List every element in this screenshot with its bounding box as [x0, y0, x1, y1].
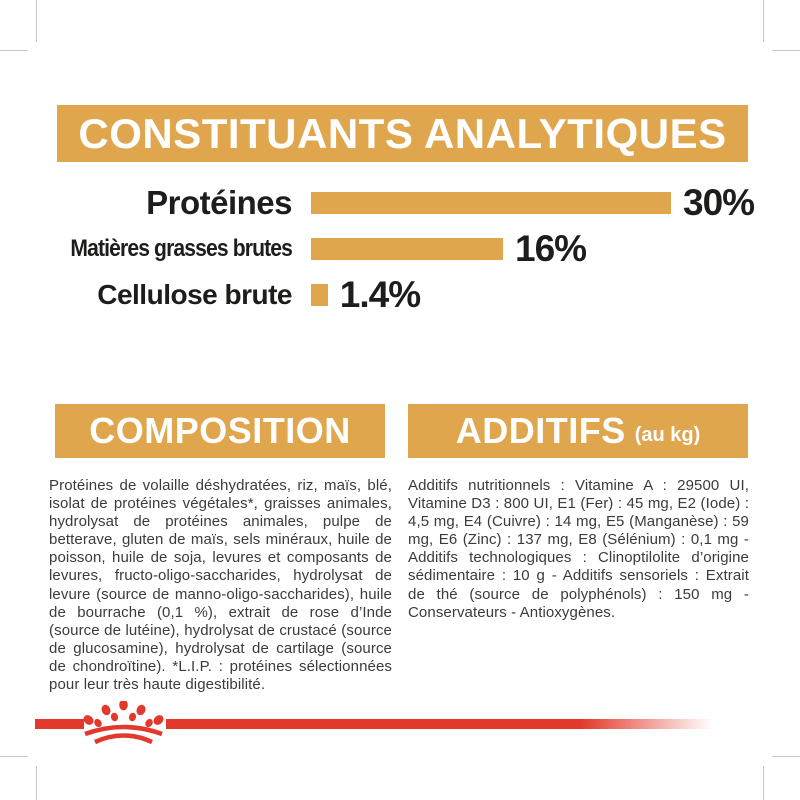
chart-row [40, 228, 760, 269]
crop-mark [0, 50, 28, 51]
chart-value-label: 16% [515, 228, 587, 269]
chart-category-label: Matières grasses brutes [70, 235, 293, 262]
crop-mark [772, 50, 800, 51]
chart-row [40, 182, 760, 223]
chart-value-label: 1.4% [339, 274, 421, 315]
crop-mark [0, 756, 28, 757]
chart-bar [311, 238, 503, 260]
composition-title: COMPOSITION [89, 410, 351, 451]
crop-mark [36, 0, 37, 42]
chart-value-label: 30% [683, 182, 755, 223]
crop-mark [36, 766, 37, 800]
composition-header [55, 404, 385, 458]
additives-header [408, 404, 748, 458]
additives-body: Additifs nutritionnels : Vitamine A : 29500 UI, Vitamine D3 : 800 UI, E1 (Fer) : 45 mg, E2 (Iode) : 4,5 mg, E4 (Cuivre) : 14 mg, E5 (Manganèse) : 59 mg, E6 (Zinc) : 137 mg, E8 (Sélénium) : 0,1 mg - Additifs technologiques : Clinoptilolite d’origine sédimentaire : 10 g - Additifs sensoriels : Extrait de thé (source de polyphénols) : 150 mg - Conservateurs - Antioxygènes. [408, 477, 749, 621]
analytical-constituents-title: CONSTITUANTS ANALYTIQUES [78, 109, 727, 157]
additives-title: ADDITIFS [455, 410, 626, 451]
additives-unit-note: (au kg) [634, 423, 701, 446]
crop-mark [772, 756, 800, 757]
chart-bar [311, 192, 671, 214]
analytical-constituents-header [57, 105, 748, 162]
chart-row [40, 274, 760, 315]
crop-mark [763, 766, 764, 800]
composition-body: Protéines de volaille déshydratées, riz, maïs, blé, isolat de protéines végétales*, graisses animales, hydrolysat de protéines animales, pulpe de betterave, gluten de maïs, sels minéraux, huile de poisson, huile de soja, levures et composants de levures, fructo-oligo-saccharides, hydrolysat de levure (source de manno-oligo-saccharides), huile de bourrache (0,1 %), extrait de rose d’Inde (source de lutéine), hydrolysat de crustacé (source de glucosamine), hydrolysat de cartilage (source de chondroïtine). *L.I.P. : protéines sélectionnées pour leur très haute digestibilité. [49, 477, 392, 694]
chart-category-label: Protéines [146, 184, 292, 221]
brand-rule-left [35, 719, 84, 729]
bar-chart [40, 182, 760, 324]
chart-bar [311, 284, 328, 306]
chart-category-label: Cellulose brute [97, 279, 292, 310]
royal-canin-crown-icon [83, 701, 164, 748]
crop-mark [763, 0, 764, 42]
brand-rule-right [166, 719, 712, 729]
